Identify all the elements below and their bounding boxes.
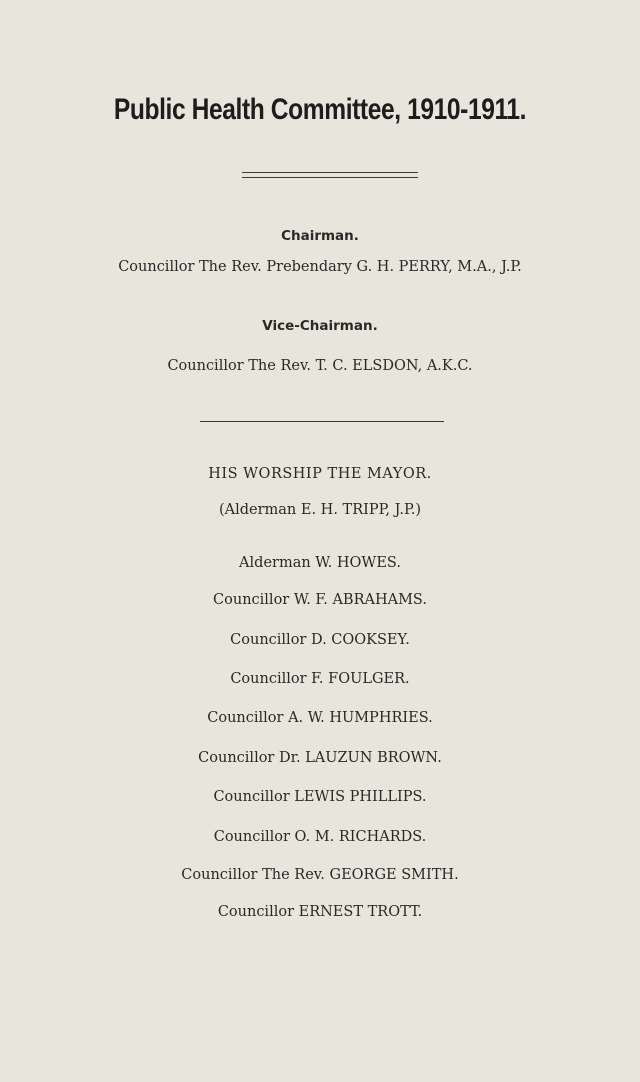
member-line: Councillor O. M. RICHARDS.: [213, 829, 427, 845]
member-line: Councillor ERNEST TROTT.: [217, 904, 423, 920]
double-divider: [242, 172, 418, 178]
chairman-name: Councillor The Rev. Prebendary G. H. PERRY, M.A., J.P.: [118, 259, 522, 275]
member-line: Alderman W. HOWES.: [239, 555, 401, 571]
vice-chairman-heading: Vice-Chairman.: [262, 318, 378, 334]
member-line: Councillor The Rev. GEORGE SMITH.: [181, 867, 459, 883]
member-line: Councillor F. FOULGER.: [230, 671, 410, 687]
single-divider: [200, 421, 444, 422]
mayor-name: (Alderman E. H. TRIPP, J.P.): [218, 502, 422, 518]
page-title: Public Health Committee, 1910-1911.: [113, 93, 527, 126]
vice-chairman-name: Councillor The Rev. T. C. ELSDON, A.K.C.: [167, 358, 473, 374]
member-line: Councillor A. W. HUMPHRIES.: [207, 710, 433, 726]
member-line: Councillor D. COOKSEY.: [230, 632, 410, 648]
mayor-title: HIS WORSHIP THE MAYOR.: [208, 466, 432, 482]
chairman-heading: Chairman.: [281, 228, 359, 244]
member-line: Councillor LEWIS PHILLIPS.: [213, 789, 427, 805]
member-line: Councillor W. F. ABRAHAMS.: [213, 592, 427, 608]
member-line: Councillor Dr. LAUZUN BROWN.: [198, 750, 442, 766]
